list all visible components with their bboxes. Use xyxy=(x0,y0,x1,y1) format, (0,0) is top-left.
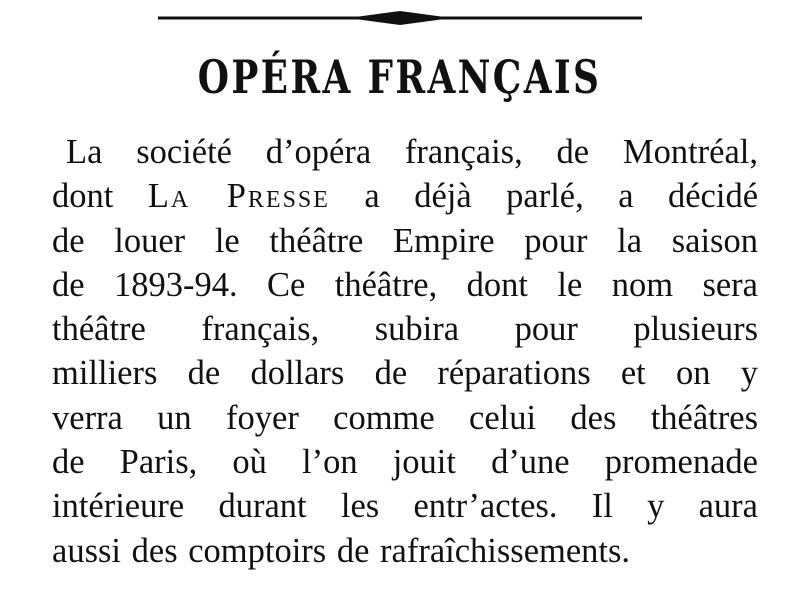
newspaper-name: La Presse xyxy=(147,177,330,216)
article-title: OPÉRA FRANÇAIS xyxy=(197,50,602,104)
article-text: a déjà parlé, a décidé xyxy=(364,177,759,216)
article-line-7: verra un foyer comme celui des théâtres xyxy=(52,398,758,437)
article-line-3: de louer le théâtre Empire pour la saison xyxy=(52,221,758,260)
article-body xyxy=(52,130,758,573)
ornamental-rule xyxy=(158,9,642,27)
article-line-9: intérieure durant les entr’actes. Il y aura xyxy=(52,487,758,526)
article-line-1: La société d’opéra français, de Montréal, xyxy=(66,133,758,171)
article-line-4: de 1893-94. Ce théâtre, dont le nom sera xyxy=(52,265,758,304)
article-text: dont xyxy=(52,177,114,216)
article-line-6: milliers de dollars de réparations et on y xyxy=(52,354,758,393)
article-line-10: aussi des comptoirs de rafraîchissements. xyxy=(52,531,631,570)
article-line-8: de Paris, où l’on jouit d’une promenade xyxy=(52,443,758,482)
article-line-2 xyxy=(52,174,758,218)
article-line-5: théâtre français, subira pour plusieurs xyxy=(52,310,758,349)
